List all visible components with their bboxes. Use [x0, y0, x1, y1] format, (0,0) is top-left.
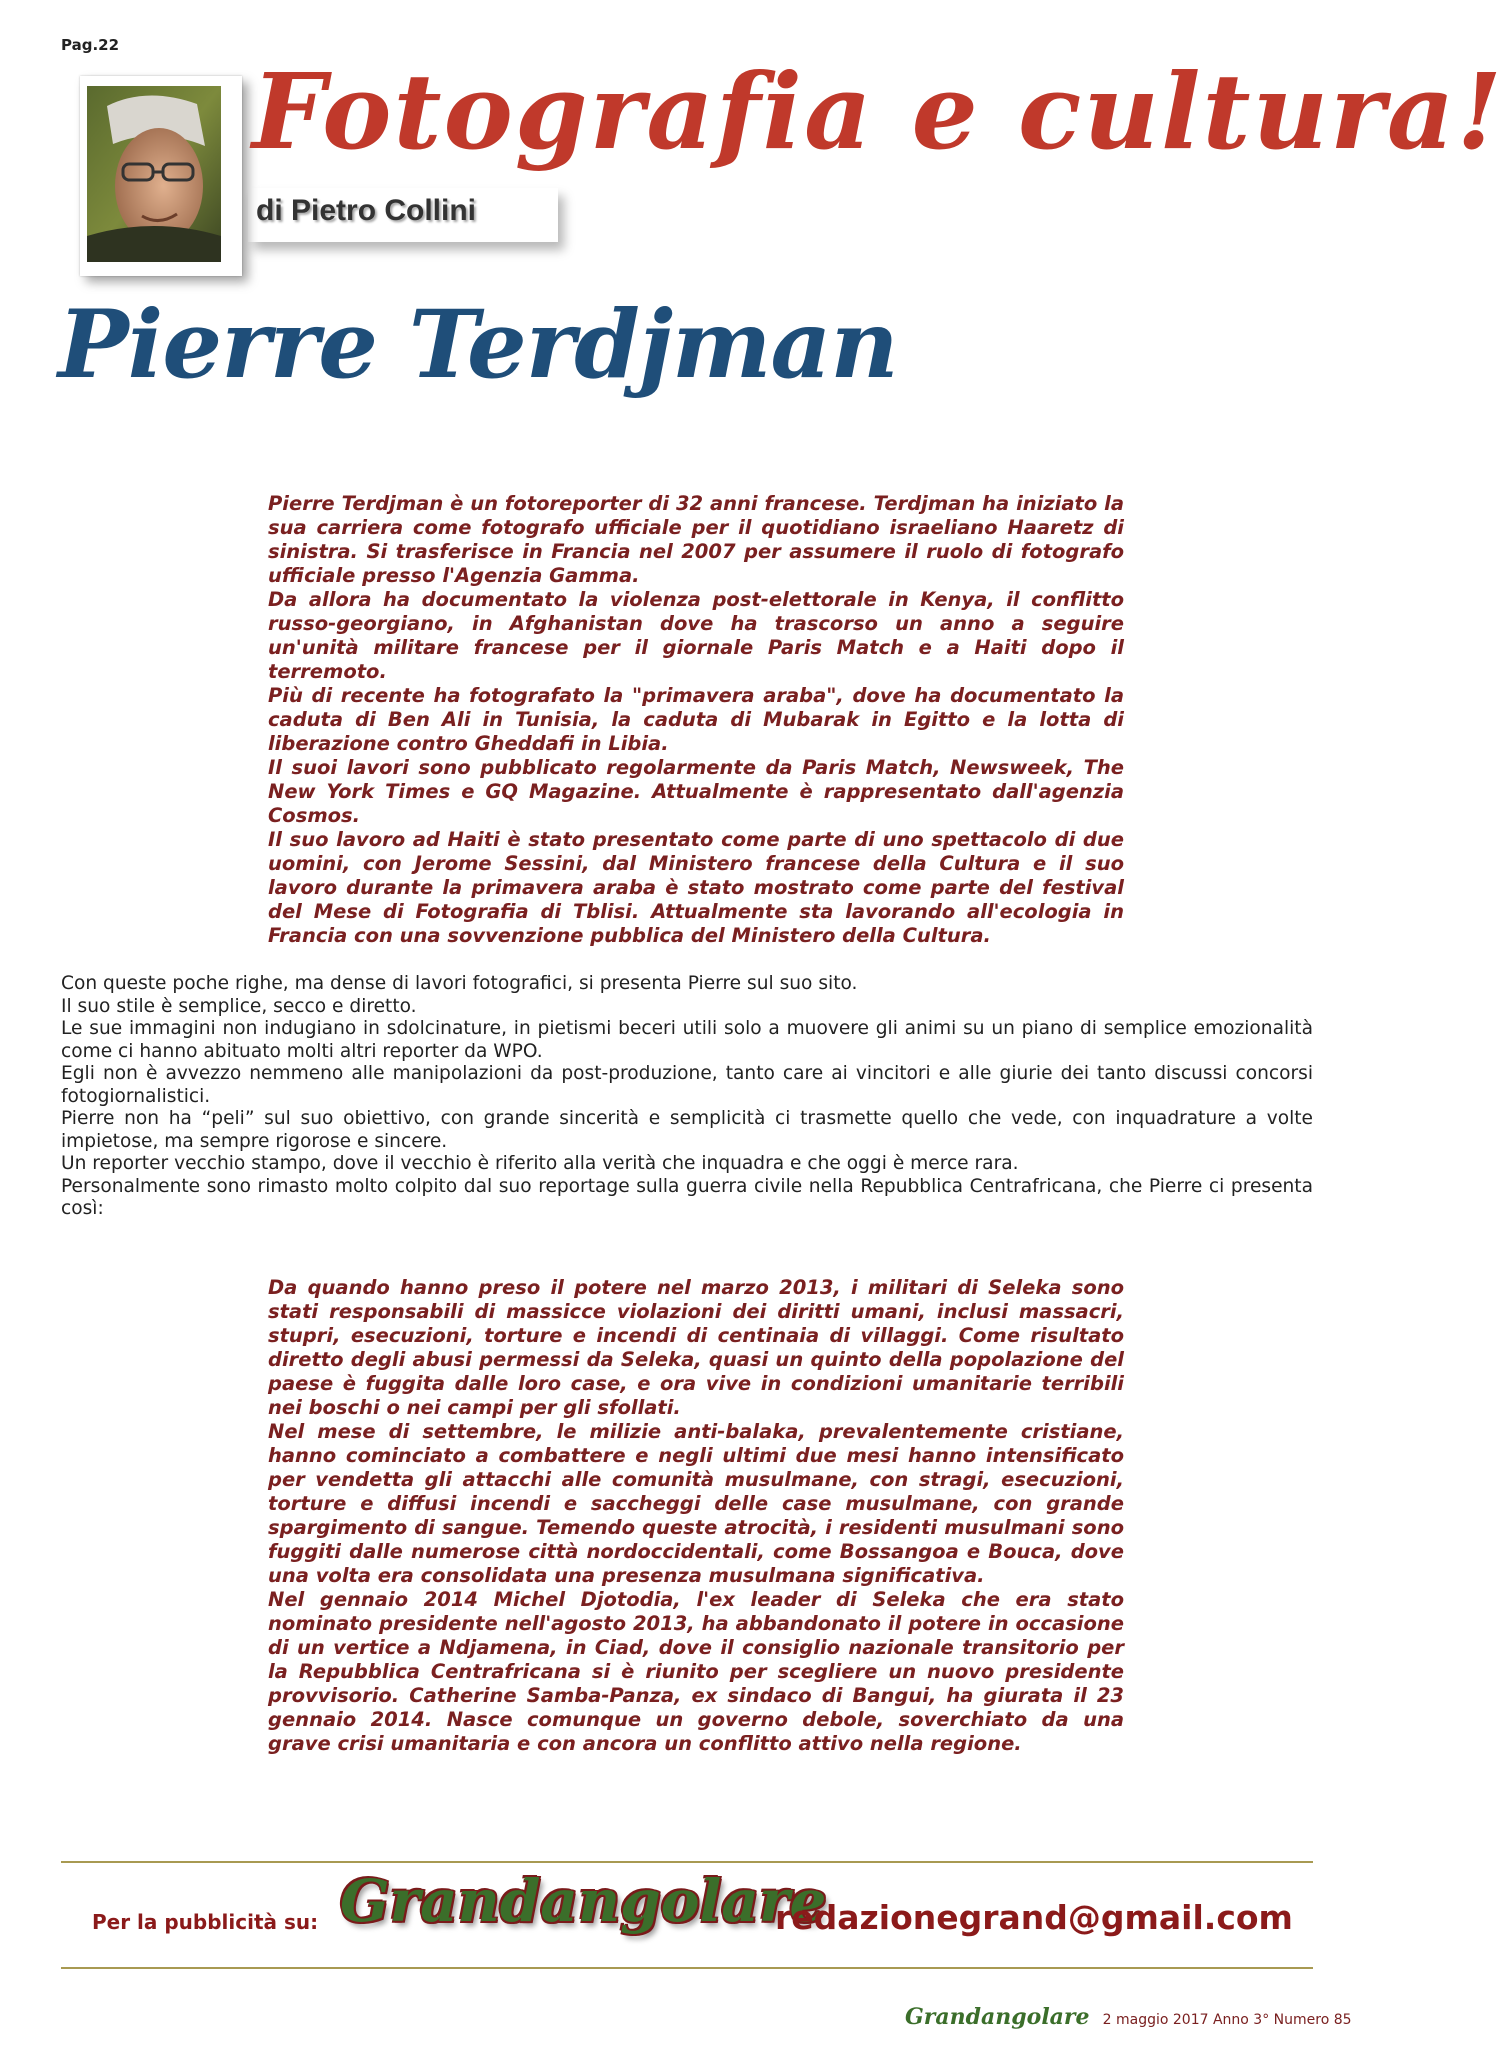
author-photo — [87, 86, 221, 262]
article-title: Pierre Terdjman — [58, 290, 898, 400]
quote-paragraph: Da quando hanno preso il potere nel marzo 2013, i militari di Seleka sono stati responsabili di massicce violazioni dei diritti umani, inclusi massacri, stupri, esecuzioni, torture e incendi di centinaia di villaggi. Come risultato diretto degli abusi permessi da Seleka, quasi un quinto della popolazione del paese è fuggita dalle loro case, e ora vive in condizioni umanitarie terribili nei boschi o nei campi per gli sfollati. — [268, 1276, 1124, 1419]
body-paragraph: Con queste poche righe, ma dense di lavori fotografici, si presenta Pierre sul suo sito. — [61, 973, 858, 994]
footer-issue: 2 maggio 2017 Anno 3° Numero 85 — [1102, 2012, 1352, 2028]
footer-brand: Grandangolare — [905, 2004, 1090, 2030]
body-paragraph: Egli non è avvezzo nemmeno alle manipolazioni da post-produzione, tanto care ai vincitori e alle giurie dei tanto discussi concorsi fotogiornalistici. — [61, 1063, 1313, 1107]
divider-top — [61, 1861, 1313, 1863]
body-paragraph: Pierre non ha “peli” sul suo obiettivo, con grande sincerità e semplicità ci trasmette quello che vede, con inquadrature a volte impietose, ma sempre rigorose e sincere. — [61, 1108, 1313, 1152]
quote-paragraph: Nel gennaio 2014 Michel Djotodia, l'ex leader di Seleka che era stato nominato presidente nell'agosto 2013, ha abbandonato il potere in occasione di un vertice a Ndjamena, in Ciad, dove il consiglio nazionale transitorio per la Repubblica Centrafricana si è riunito per scegliere un nuovo presidente provvisorio. Catherine Samba-Panza, ex sindaco di Bangui, ha giurata il 23 gennaio 2014. Nasce comunque un governo debole, soverchiato da una grave crisi umanitaria e con ancora un conflitto attivo nella regione. — [268, 1588, 1124, 1755]
intro-paragraph: Il suo lavoro ad Haiti è stato presentato come parte di uno spettacolo di due uomini, con Jerome Sessini, dal Ministero francese della Cultura e il suo lavoro durante la primavera araba è stato mostrato come parte del festival del Mese di Fotografia di Tblisi. Attualmente sta lavorando all'ecologia in Francia con una sovvenzione pubblica del Ministero della Cultura. — [268, 828, 1124, 947]
byline-text: di Pietro Collini — [256, 194, 477, 227]
quote-paragraph: Nel mese di settembre, le milizie anti-balaka, prevalentemente cristiane, hanno cominciato a combattere e negli ultimi due mesi hanno intensificato per vendetta gli attacchi alle comunità musulmane, con stragi, esecuzioni, torture e diffusi incendi e saccheggi delle case musulmane, con grande spargimento di sangue. Temendo queste atrocità, i residenti musulmani sono fuggiti dalle numerose città nordoccidentali, come Bossangoa e Bouca, dove una volta era consolidata una presenza musulmana significativa. — [268, 1420, 1124, 1587]
intro-paragraph: Da allora ha documentato la violenza post-elettorale in Kenya, il conflitto russo-georgiano, in Afghanistan dove ha trascorso un anno a seguire un'unità militare francese per il giornale Paris Match e a Haiti dopo il terremoto. — [268, 588, 1124, 683]
advert-logo: Grandangolare — [340, 1867, 827, 1935]
body-paragraph: Il suo stile è semplice, secco e diretto. — [61, 995, 417, 1017]
intro-quote — [268, 492, 1124, 948]
divider-bottom — [61, 1967, 1313, 1969]
author-photo-frame — [80, 76, 242, 276]
column-title: Fotografia e cultura! — [252, 50, 1504, 173]
intro-paragraph: Pierre Terdjman è un fotoreporter di 32 anni francese. Terdjman ha iniziato la sua carriera come fotografo ufficiale per il quotidiano israeliano Haaretz di sinistra. Si trasferisce in Francia nel 2007 per assumere il ruolo di fotografo ufficiale presso l'Agenzia Gamma. — [268, 492, 1124, 587]
body-paragraph: Un reporter vecchio stampo, dove il vecchio è riferito alla verità che inquadra e che oggi è merce rara. — [61, 1153, 1019, 1174]
body-paragraph: Personalmente sono rimasto molto colpito dal suo reportage sulla guerra civile nella Repubblica Centrafricana, che Pierre ci presenta così: — [61, 1175, 1313, 1219]
page-number: Pag.22 — [61, 36, 120, 54]
reportage-quote — [268, 1276, 1124, 1756]
advert-label: Per la pubblicità su: — [92, 1910, 319, 1934]
advert-email[interactable]: redazionegrand@gmail.com — [775, 1898, 1293, 1937]
article-body — [61, 973, 1313, 1221]
intro-paragraph: Più di recente ha fotografato la "primavera araba", dove ha documentato la caduta di Ben Ali in Tunisia, la caduta di Mubarak in Egitto e la lotta di liberazione contro Gheddafi in Libia. — [268, 684, 1124, 755]
page-footer — [905, 2004, 1352, 2030]
byline — [248, 188, 558, 242]
body-paragraph: Le sue immagini non indugiano in sdolcinature, in pietismi beceri utili solo a muovere gli animi su un piano di semplice emozionalità come ci hanno abituato molti altri reporter da WPO. — [61, 1018, 1313, 1062]
intro-paragraph: Il suoi lavori sono pubblicato regolarmente da Paris Match, Newsweek, The New York Times e GQ Magazine. Attualmente è rappresentato dall'agenzia Cosmos. — [268, 756, 1124, 827]
